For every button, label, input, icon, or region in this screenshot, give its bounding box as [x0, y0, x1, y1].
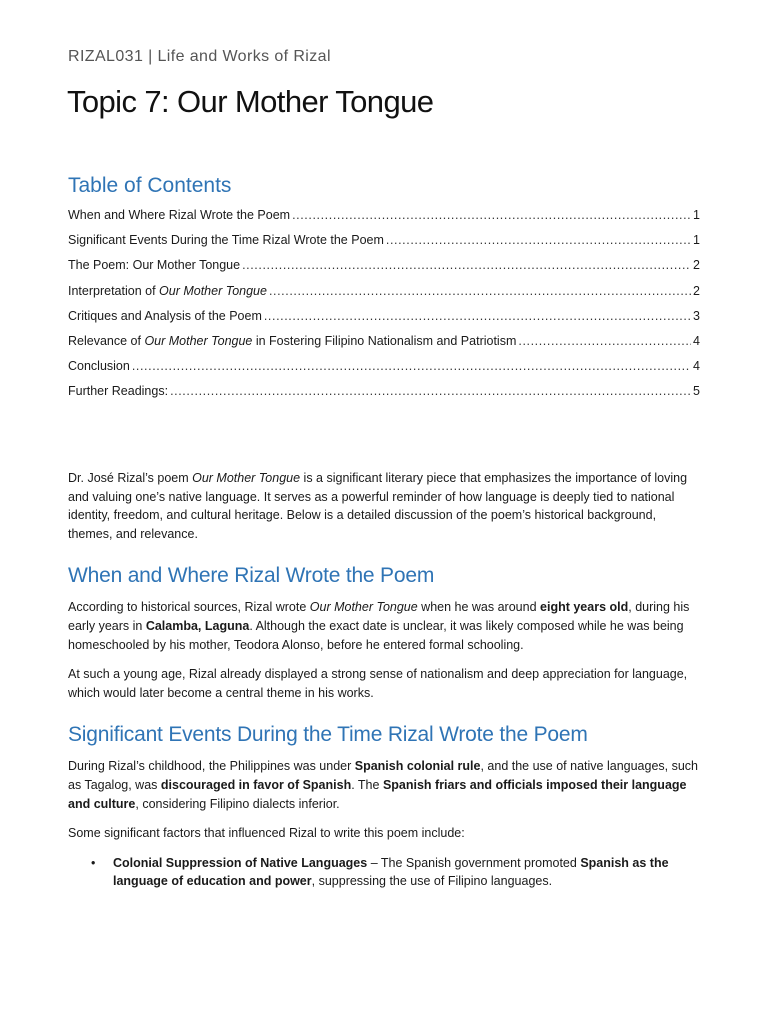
toc-leader — [264, 309, 691, 323]
toc-leader — [242, 258, 691, 272]
toc-entry[interactable] — [68, 208, 700, 233]
toc-page-number: 4 — [693, 333, 700, 348]
course-header: RIZAL031 | Life and Works of Rizal — [68, 48, 331, 65]
paragraph: At such a young age, Rizal already displayed a strong sense of nationalism and deep appreciation for language, which would later become a central theme in his works. — [68, 667, 688, 700]
toc-entry[interactable] — [68, 334, 700, 359]
section-heading-when-where: When and Where Rizal Wrote the Poem — [68, 564, 435, 588]
toc-leader — [386, 233, 691, 247]
toc-entry[interactable] — [68, 309, 700, 334]
toc-page-number: 1 — [693, 208, 700, 222]
list-item: • Colonial Suppression of Native Languages – The Spanish government promoted Spanish as the language of education and power, suppressing the use of Filipino languages. — [113, 854, 700, 891]
paragraph: During Rizal’s childhood, the Philippines was under Spanish colonial rule, and the use of native languages, such as Tagalog, was discouraged in favor of Spanish. The Spanish friars and officials imposed their language and culture, considering Filipino dialects inferior. — [68, 759, 699, 811]
paragraph: According to historical sources, Rizal wrote Our Mother Tongue when he was around eight years old, during his early years in Calamba, Laguna. Although the exact date is unclear, it was likely composed while he was being homeschooled by his mother, Teodora Alonso, before he entered formal schooling. — [68, 600, 690, 652]
toc-leader — [170, 384, 691, 398]
toc-entry[interactable] — [68, 233, 700, 258]
table-of-contents — [68, 208, 700, 410]
toc-entry-label: Further Readings: — [68, 384, 169, 399]
toc-entry[interactable] — [68, 284, 700, 309]
toc-page-number: 4 — [693, 359, 700, 374]
document-body — [68, 469, 700, 891]
toc-entry[interactable] — [68, 258, 700, 283]
toc-leader — [132, 359, 691, 373]
paragraph: Some significant factors that influenced Rizal to write this poem include: — [68, 826, 465, 841]
toc-entry-label: Interpretation of Our Mother Tongue — [68, 283, 267, 298]
section-heading-significant-events: Significant Events During the Time Rizal Wrote the Poem — [68, 723, 588, 747]
toc-page-number: 1 — [693, 233, 700, 248]
toc-entry[interactable] — [68, 359, 700, 384]
toc-entry-label: When and Where Rizal Wrote the Poem — [68, 208, 291, 222]
toc-page-number: 5 — [693, 384, 700, 399]
toc-page-number: 2 — [693, 258, 700, 273]
toc-entry-label: Relevance of Our Mother Tongue in Fostering Filipino Nationalism and Patriotism — [68, 333, 517, 348]
toc-entry-label: The Poem: Our Mother Tongue — [68, 258, 241, 273]
toc-entry-label: Conclusion — [68, 359, 130, 374]
toc-page-number: 3 — [693, 308, 700, 323]
toc-page-number: 2 — [693, 283, 700, 298]
toc-entry-label: Significant Events During the Time Rizal Wrote the Poem — [68, 233, 384, 248]
intro-paragraph: Dr. José Rizal’s poem Our Mother Tongue is a significant literary piece that emphasizes the importance of loving and valuing one’s native language. It serves as a powerful reminder of how language is deeply tied to national identity, freedom, and cultural heritage. Below is a detailed discussion of the poem’s historical background, themes, and relevance. — [68, 471, 688, 541]
factor-list — [68, 854, 700, 891]
toc-entry-label: Critiques and Analysis of the Poem — [68, 308, 262, 323]
toc-leader — [292, 208, 691, 222]
toc-heading: Table of Contents — [68, 174, 232, 197]
toc-leader — [269, 284, 691, 298]
toc-leader — [518, 334, 691, 348]
toc-entry[interactable] — [68, 384, 700, 409]
page-title: Topic 7: Our Mother Tongue — [67, 84, 434, 119]
